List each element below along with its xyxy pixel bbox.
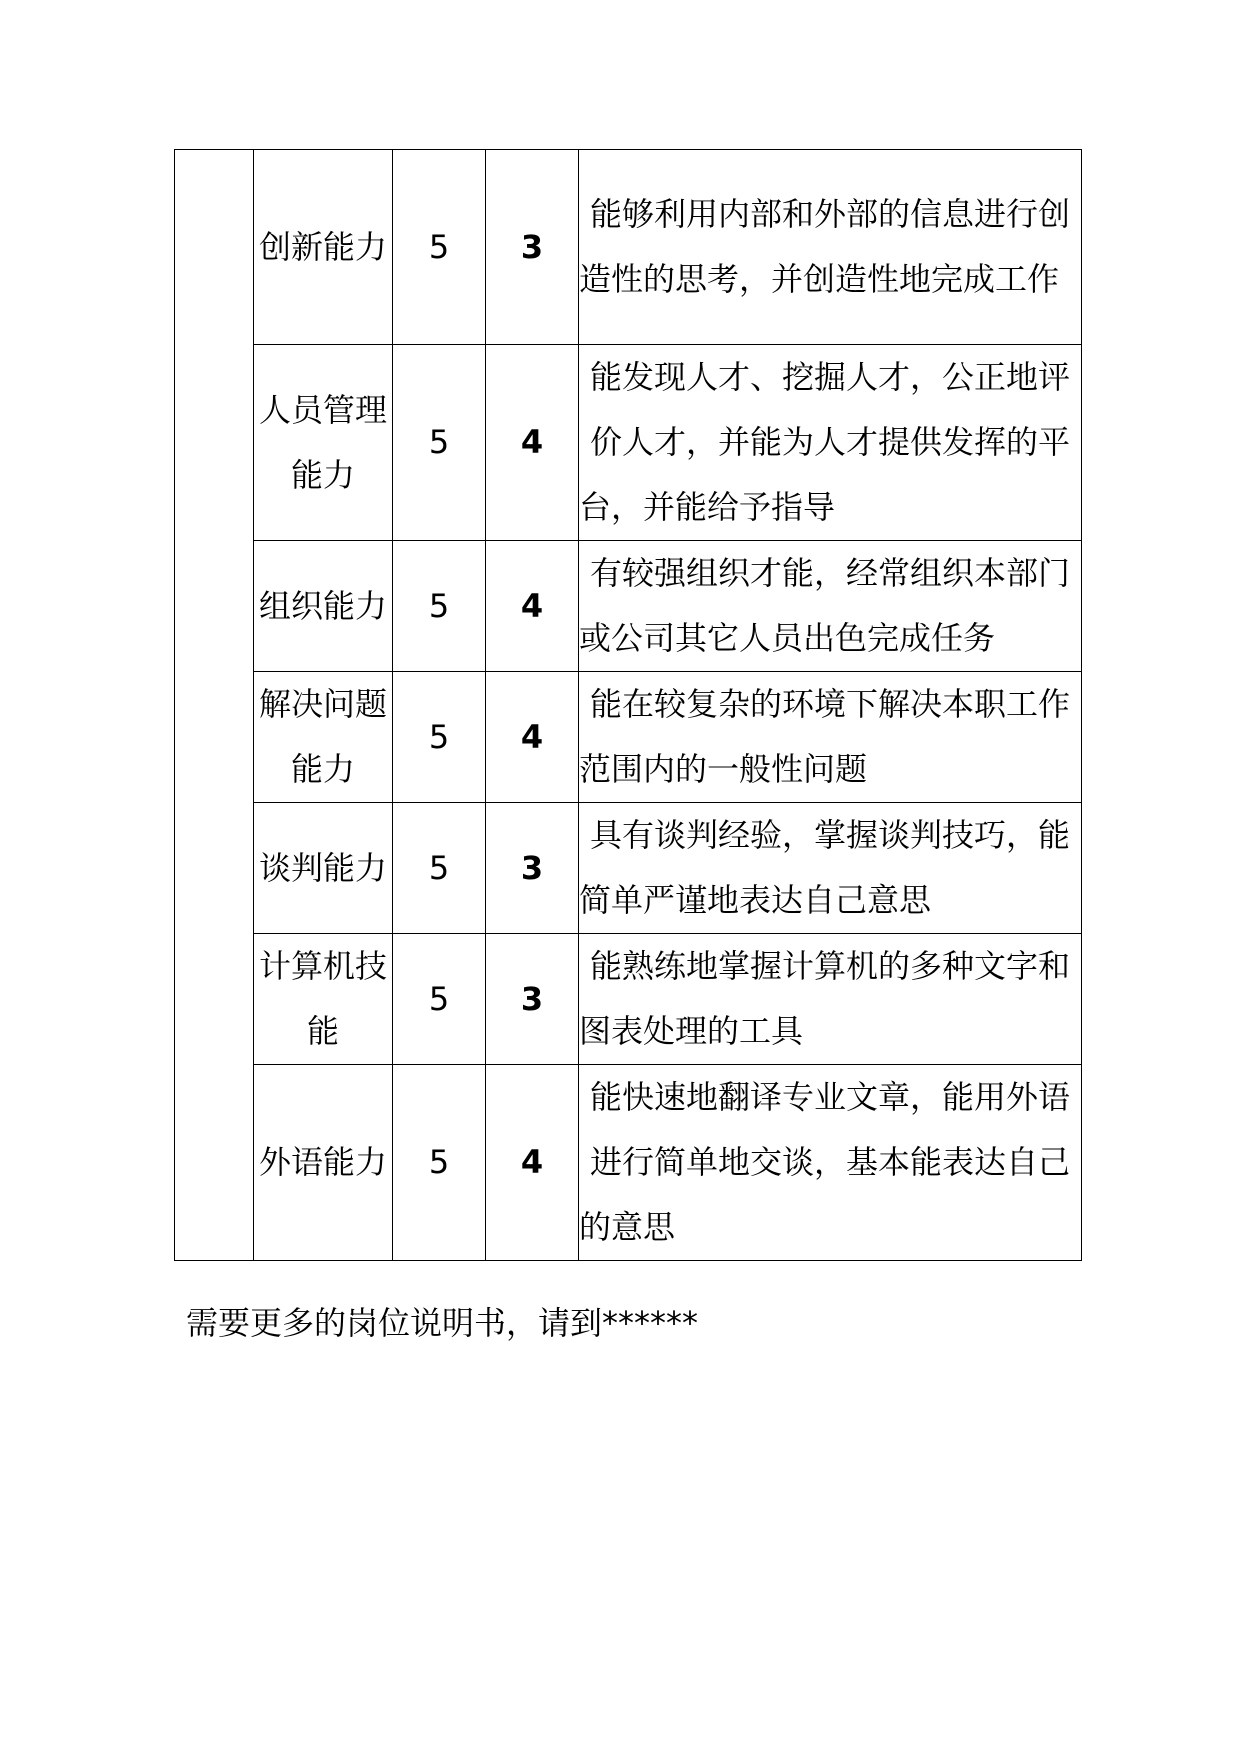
table-row [175,1065,1082,1261]
competency-description: 能发现人才、挖掘人才，公正地评价人才，并能为人才提供发挥的平台，并能给予指导 [579,345,1082,541]
score: 3 [486,934,579,1065]
table-row [175,803,1082,934]
table-row [175,541,1082,672]
competency-description: 能熟练地掌握计算机的多种文字和图表处理的工具 [579,934,1082,1065]
competency-name: 组织能力 [254,541,393,672]
competency-description: 能够利用内部和外部的信息进行创造性的思考，并创造性地完成工作 [579,150,1082,345]
full-score: 5 [393,150,486,345]
score: 4 [486,672,579,803]
table-row [175,345,1082,541]
table-row [175,150,1082,345]
footer-note: 需要更多的岗位说明书，请到****** [186,1304,699,1342]
category-cell [175,150,254,1261]
competency-description: 具有谈判经验，掌握谈判技巧，能简单严谨地表达自己意思 [579,803,1082,934]
score: 4 [486,1065,579,1261]
competency-table [174,149,1082,1261]
score: 3 [486,150,579,345]
full-score: 5 [393,803,486,934]
table-row [175,934,1082,1065]
full-score: 5 [393,672,486,803]
competency-description: 能在较复杂的环境下解决本职工作范围内的一般性问题 [579,672,1082,803]
full-score: 5 [393,345,486,541]
full-score: 5 [393,1065,486,1261]
competency-name: 解决问题能力 [254,672,393,803]
competency-name: 创新能力 [254,150,393,345]
score: 4 [486,345,579,541]
score: 4 [486,541,579,672]
competency-description: 有较强组织才能，经常组织本部门或公司其它人员出色完成任务 [579,541,1082,672]
full-score: 5 [393,934,486,1065]
competency-name: 外语能力 [254,1065,393,1261]
score: 3 [486,803,579,934]
table-row [175,672,1082,803]
full-score: 5 [393,541,486,672]
competency-name: 谈判能力 [254,803,393,934]
competency-description: 能快速地翻译专业文章，能用外语进行简单地交谈，基本能表达自己的意思 [579,1065,1082,1261]
competency-name: 人员管理能力 [254,345,393,541]
competency-name: 计算机技能 [254,934,393,1065]
